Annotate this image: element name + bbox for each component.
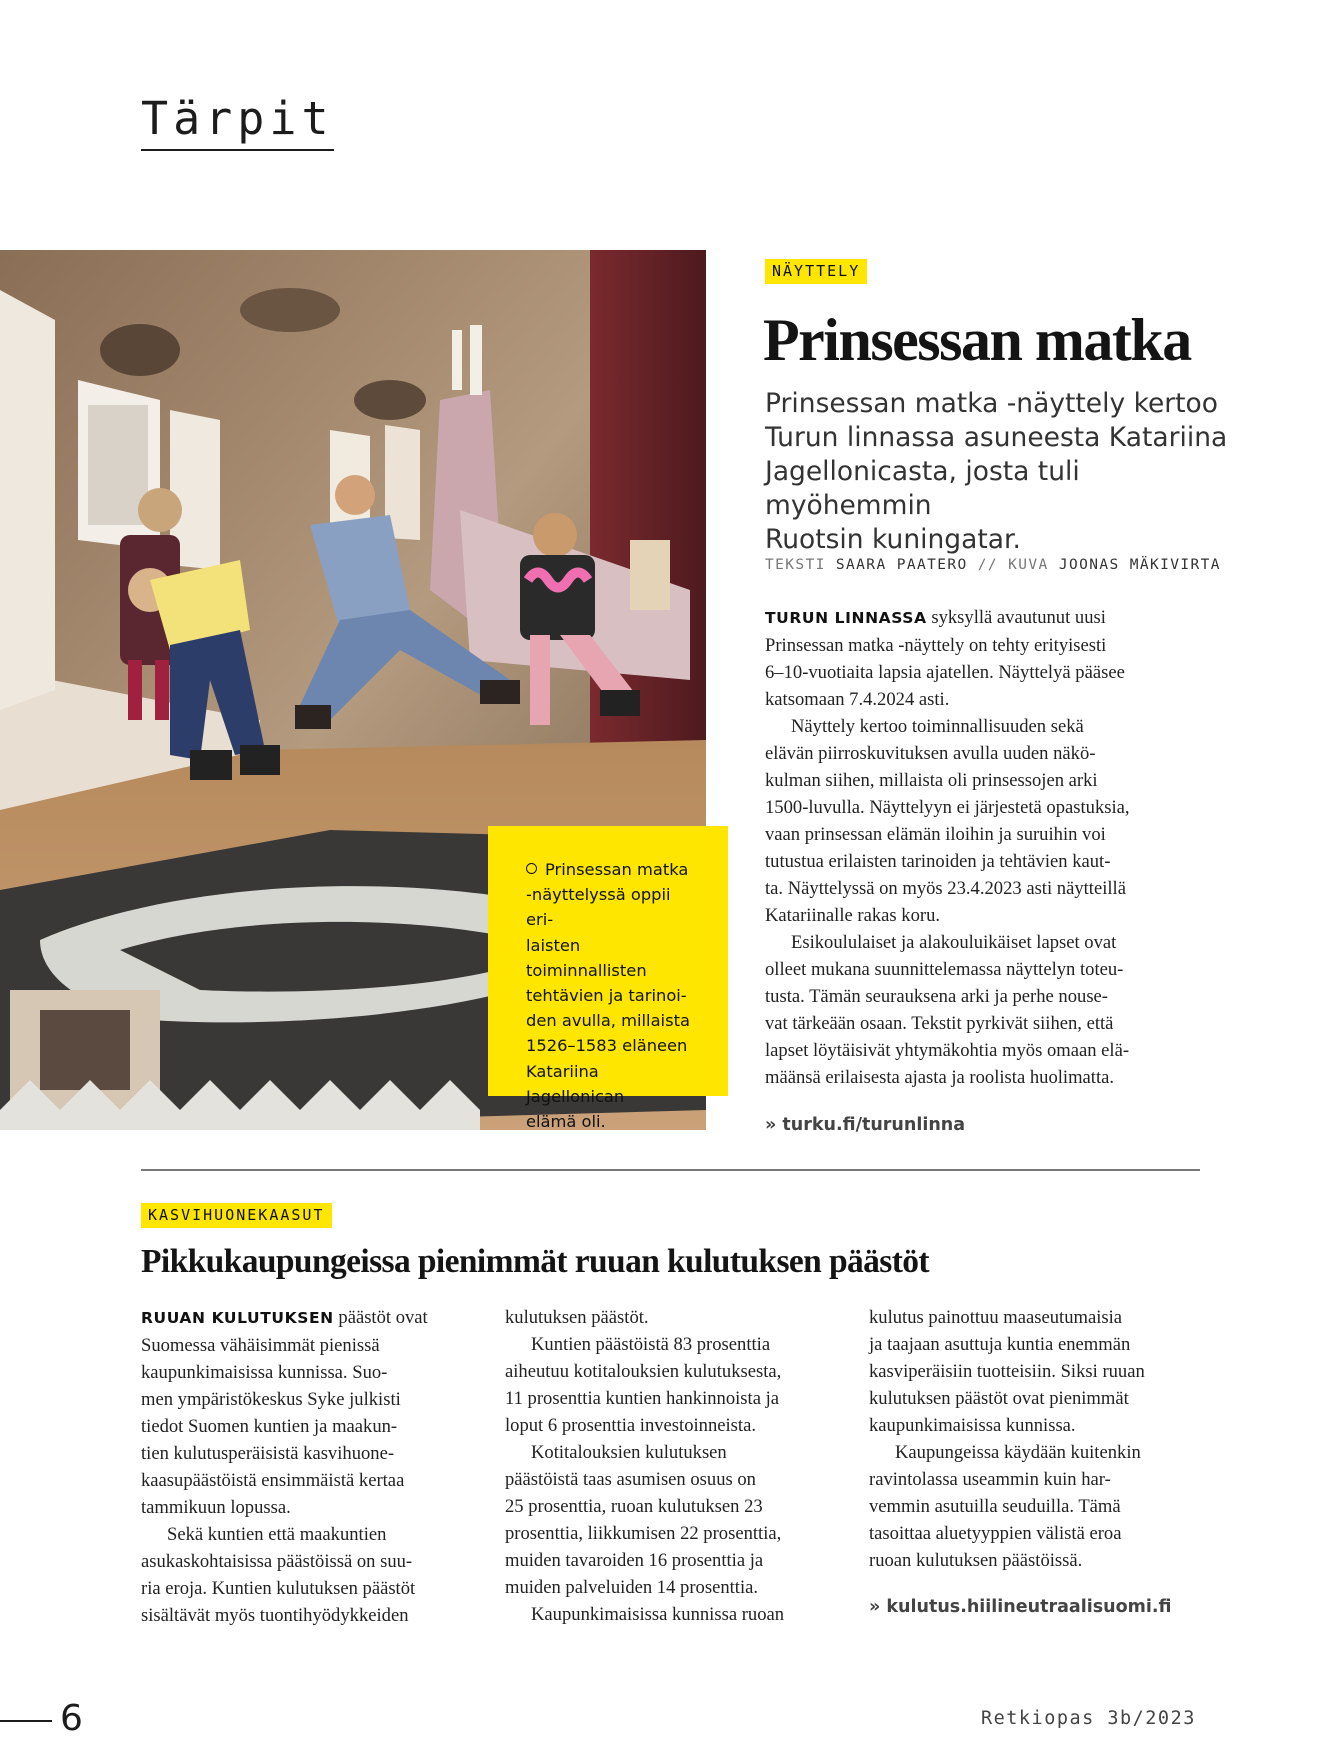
paragraph: RUUAN KULUTUKSEN päästöt ovat Suomessa vähäisimmät pienissä kaupunkimaisissa kunnissa. Suo- men ympäristökeskus Syke julkisti tiedot Suomen kuntien ja maakun- tien kulutusperäisistä kasvihuone- kaasupäästöistä ensimmäistä kertaa tammikuun lopussa.	[141, 1307, 428, 1518]
caption-line: elämä oli.	[526, 1112, 606, 1132]
article-title: Pikkukaupungeissa pienimmät ruuan kulutuksen päästöt	[141, 1243, 929, 1280]
category-tag: NÄYTTELY	[765, 259, 867, 284]
credit-label: KUVA	[1008, 557, 1049, 573]
lead-line: Jagellonicasta, josta tuli myöhemmin	[765, 456, 1080, 521]
lead-caps: RUUAN KULUTUKSEN	[141, 1309, 334, 1327]
article-body	[765, 604, 1173, 1091]
circle-bullet-icon	[526, 863, 537, 874]
caption-line: den avulla, millaista	[526, 1011, 690, 1031]
credit-separator: //	[977, 557, 999, 573]
article-link[interactable]: » kulutus.hiilineutraalisuomi.fi	[869, 1597, 1172, 1617]
paragraph: kulutuksen päästöt.	[505, 1307, 649, 1328]
paragraph: Näyttely kertoo toiminnallisuuden sekä elävän piirroskuvituksen avulla uuden näkö- kulman siihen, millaista oli prinsessojen arki 1500-luvulla. Näyttelyyn ei järjestetä opastuksia, vaan prinsessan elämän iloihin ja suruihin voi tutustua erilaisten tarinoiden ja tehtävien kaut- ta. Näyttelyssä on myös 23.4.2023 asti näytteillä Katariinalle rakas koru.	[765, 716, 1130, 926]
page-number: 6	[60, 1698, 83, 1739]
caption-line: 1526–1583 eläneen	[526, 1036, 688, 1056]
article-lead	[765, 387, 1245, 557]
text-column	[141, 1304, 481, 1629]
paragraph: Kuntien päästöistä 83 prosenttia aiheutuu kotitalouksien kulutuksesta, 11 prosenttia kuntien hankinnoista ja loput 6 prosenttia investoinneista.	[505, 1334, 782, 1436]
article-credits	[765, 557, 1221, 573]
paragraph: Kaupunkimaisissa kunnissa ruoan	[531, 1604, 785, 1625]
paragraph: Sekä kuntien että maakuntien asukaskohtaisissa päästöissä on suu- ria eroja. Kuntien kulutuksen päästöt sisältävät myös tuontihyödykkeiden	[141, 1524, 416, 1626]
section-title: Tärpit	[141, 93, 334, 151]
lead-line: Prinsessan matka -näyttely kertoo	[765, 388, 1218, 419]
lead-line: Ruotsin kuningatar.	[765, 524, 1021, 555]
paragraph: kulutus painottuu maaseutumaisia ja taajaan asuttuja kuntia enemmän kasviperäisiin tuotteisiin. Siksi ruuan kulutuksen päästöt ovat pienimmät kaupunkimaisissa kunnissa.	[869, 1307, 1145, 1436]
paragraph: Kotitalouksien kulutuksen päästöistä taas asumisen osuus on 25 prosenttia, ruoan kulutuksen 23 prosenttia, liikkumisen 22 prosenttia, muiden tavaroiden 16 prosenttia ja muiden palveluiden 14 prosenttia.	[505, 1442, 782, 1598]
lead-line: Turun linnassa asuneesta Katariina	[765, 422, 1228, 453]
article-link[interactable]: » turku.fi/turunlinna	[765, 1115, 966, 1135]
credit-photographer: JOONAS MÄKIVIRTA	[1058, 557, 1221, 573]
caption-line: Katariina Jagellonican	[526, 1061, 625, 1106]
footer-rule	[0, 1720, 52, 1722]
credit-label: TEKSTI	[765, 557, 826, 573]
caption-line: laisten toiminnallisten	[526, 935, 647, 980]
caption-line: -näyttelyssä oppii eri-	[526, 885, 671, 930]
category-tag: KASVIHUONEKAASUT	[141, 1203, 332, 1228]
paragraph: Esikoululaiset ja alakouluikäiset lapset ovat olleet mukana suunnittelemassa näyttelyn toteu- tusta. Tämän seurauksena arki ja perhe nouse- vat tärkeään osaan. Tekstit pyrkivät siihen, että lapset löytäisivät yhtymäkohtia myös omaan elä- määnsä erilaisesta ajasta ja roolista huolimatta.	[765, 932, 1130, 1088]
lead-caps: TURUN LINNASSA	[765, 609, 927, 627]
paragraph: TURUN LINNASSA syksyllä avautunut uusi Prinsessan matka -näyttely on tehty erityisesti 6–10-vuotiaita lapsia ajatellen. Näyttelyä pääsee katsomaan 7.4.2024 asti.	[765, 607, 1125, 710]
credit-author: SAARA PAATERO	[835, 557, 968, 573]
magazine-issue: Retkiopas 3b/2023	[981, 1708, 1196, 1729]
text-column	[505, 1304, 845, 1628]
section-divider	[141, 1169, 1200, 1171]
paragraph: Kaupungeissa käydään kuitenkin ravintolassa useammin kuin har- vemmin asutuilla seuduilla. Tämä tasoittaa aluetyyppien välistä eroa ruoan kulutuksen päästöissä.	[869, 1442, 1141, 1571]
text-column	[869, 1304, 1209, 1574]
caption-line: tehtävien ja tarinoi-	[526, 986, 687, 1006]
article-title: Prinsessan matka	[763, 307, 1191, 373]
caption-line: Prinsessan matka	[526, 857, 700, 882]
photo-caption	[488, 826, 728, 1132]
